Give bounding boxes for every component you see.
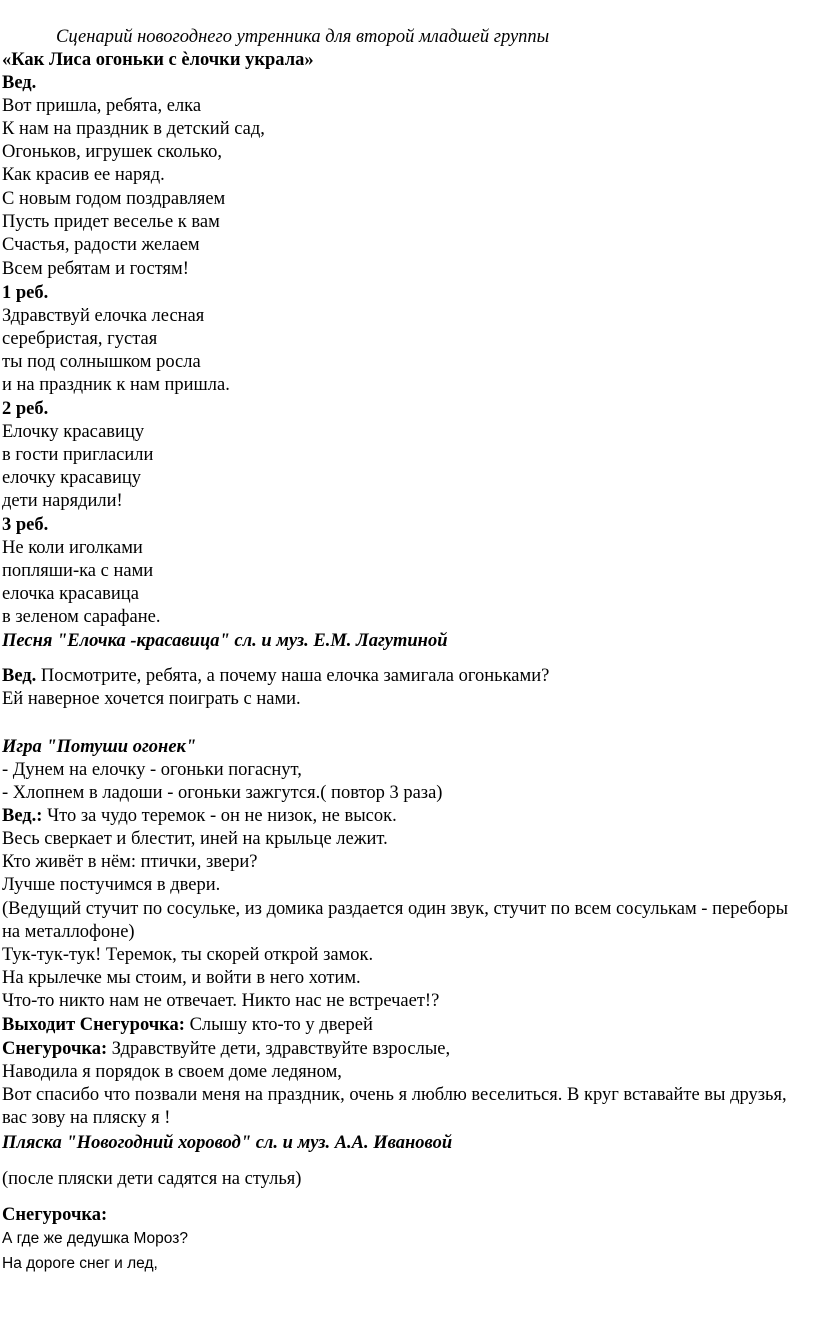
poem-line: Вот пришла, ребята, елка bbox=[2, 96, 202, 116]
dialogue-line: Тук-тук-тук! Теремок, ты скорей открой замок. bbox=[2, 945, 374, 965]
dialogue-line bbox=[2, 1014, 373, 1037]
poem-line: Не коли иголками bbox=[2, 538, 143, 558]
song-heading: Песня "Елочка -красавица" сл. и муз. Е.М. Лагутиной bbox=[2, 631, 448, 651]
poem-line: елочку красавицу bbox=[2, 468, 142, 488]
poem-line: в гости пригласили bbox=[2, 445, 154, 465]
poem-line: Огоньков, игрушек сколько, bbox=[2, 142, 223, 162]
game-line: - Хлопнем в ладоши - огоньки зажгутся.( повтор 3 раза) bbox=[2, 783, 443, 803]
dialogue-line: Наводила я порядок в своем доме ледяном, bbox=[2, 1062, 342, 1082]
dialogue-line: Кто живёт в нём: птички, звери? bbox=[2, 852, 258, 872]
poem-line: Елочку красавицу bbox=[2, 422, 145, 442]
dialogue-text: Что за чудо теремок - он не низок, не высок. bbox=[42, 806, 397, 826]
dialogue-line: Лучше постучимся в двери. bbox=[2, 875, 221, 895]
poem-line: К нам на праздник в детский сад, bbox=[2, 119, 265, 139]
dialogue-line bbox=[2, 665, 549, 688]
doc-title: Сценарий новогоднего утренника для второй младшей группы bbox=[56, 27, 550, 47]
speaker-label: Снегурочка: bbox=[2, 1039, 108, 1059]
poem-line: ты под солнышком росла bbox=[2, 352, 201, 372]
dialogue-line: Что-то никто нам не отвечает. Никто нас не встречает!? bbox=[2, 991, 440, 1011]
poem-line: елочка красавица bbox=[2, 584, 139, 604]
dialogue-text: Слышу кто-то у дверей bbox=[184, 1015, 373, 1035]
poem-line: Пусть придет веселье к вам bbox=[2, 212, 220, 232]
poem-line: и на праздник к нам пришла. bbox=[2, 375, 230, 395]
poem-line: попляши-ка с нами bbox=[2, 561, 154, 581]
poem-line: Счастья, радости желаем bbox=[2, 235, 200, 255]
dialogue-line: На крылечке мы стоим, и войти в него хотим. bbox=[2, 968, 361, 988]
doc-subtitle: «Как Лиса огоньки с ѐлочки украла» bbox=[2, 50, 314, 70]
speaker-label: 3 реб. bbox=[2, 515, 49, 535]
speaker-label: Выходит Снегурочка: bbox=[2, 1015, 185, 1035]
dance-heading: Пляска "Новогодний хоровод" сл. и муз. А.А. Ивановой bbox=[2, 1133, 453, 1153]
speaker-label: Вед.: bbox=[2, 806, 43, 826]
dialogue-line: Весь сверкает и блестит, иней на крыльце лежит. bbox=[2, 829, 388, 849]
poem-line: Как красив ее наряд. bbox=[2, 165, 165, 185]
speaker-label: 1 реб. bbox=[2, 283, 49, 303]
dialogue-text: Посмотрите, ребята, а почему наша елочка замигала огоньками? bbox=[36, 666, 550, 686]
poem-line: дети нарядили! bbox=[2, 491, 123, 511]
speaker-label: 2 реб. bbox=[2, 399, 49, 419]
dialogue-line: Вот спасибо что позвали меня на праздник, очень я люблю веселиться. В круг вставайте вы друзья, вас зову на пляску я ! bbox=[2, 1085, 787, 1128]
speaker-label: Вед. bbox=[2, 73, 37, 93]
speaker-label: Вед. bbox=[2, 666, 37, 686]
game-line: - Дунем на елочку - огоньки погаснут, bbox=[2, 760, 302, 780]
dialogue-text: Здравствуйте дети, здравствуйте взрослые, bbox=[107, 1039, 451, 1059]
stage-direction: (Ведущий стучит по сосульке, из домика раздается один звук, стучит по всем сосулькам - переборы на металлофоне) bbox=[2, 899, 788, 942]
poem-line: Всем ребятам и гостям! bbox=[2, 259, 189, 279]
speaker-label: Снегурочка: bbox=[2, 1205, 108, 1225]
stage-direction: (после пляски дети садятся на стулья) bbox=[2, 1169, 302, 1189]
dialogue-line bbox=[2, 805, 397, 828]
dialogue-line: Ей наверное хочется поиграть с нами. bbox=[2, 689, 301, 709]
poem-line: Здравствуй елочка лесная bbox=[2, 306, 205, 326]
dialogue-line: А где же дедушка Мороз? bbox=[2, 1230, 188, 1247]
dialogue-line bbox=[2, 1038, 450, 1061]
game-heading: Игра "Потуши огонек" bbox=[2, 737, 197, 757]
poem-line: в зеленом сарафане. bbox=[2, 607, 161, 627]
poem-line: серебристая, густая bbox=[2, 329, 158, 349]
poem-line: С новым годом поздравляем bbox=[2, 189, 226, 209]
dialogue-line: На дороге снег и лед, bbox=[2, 1255, 158, 1272]
